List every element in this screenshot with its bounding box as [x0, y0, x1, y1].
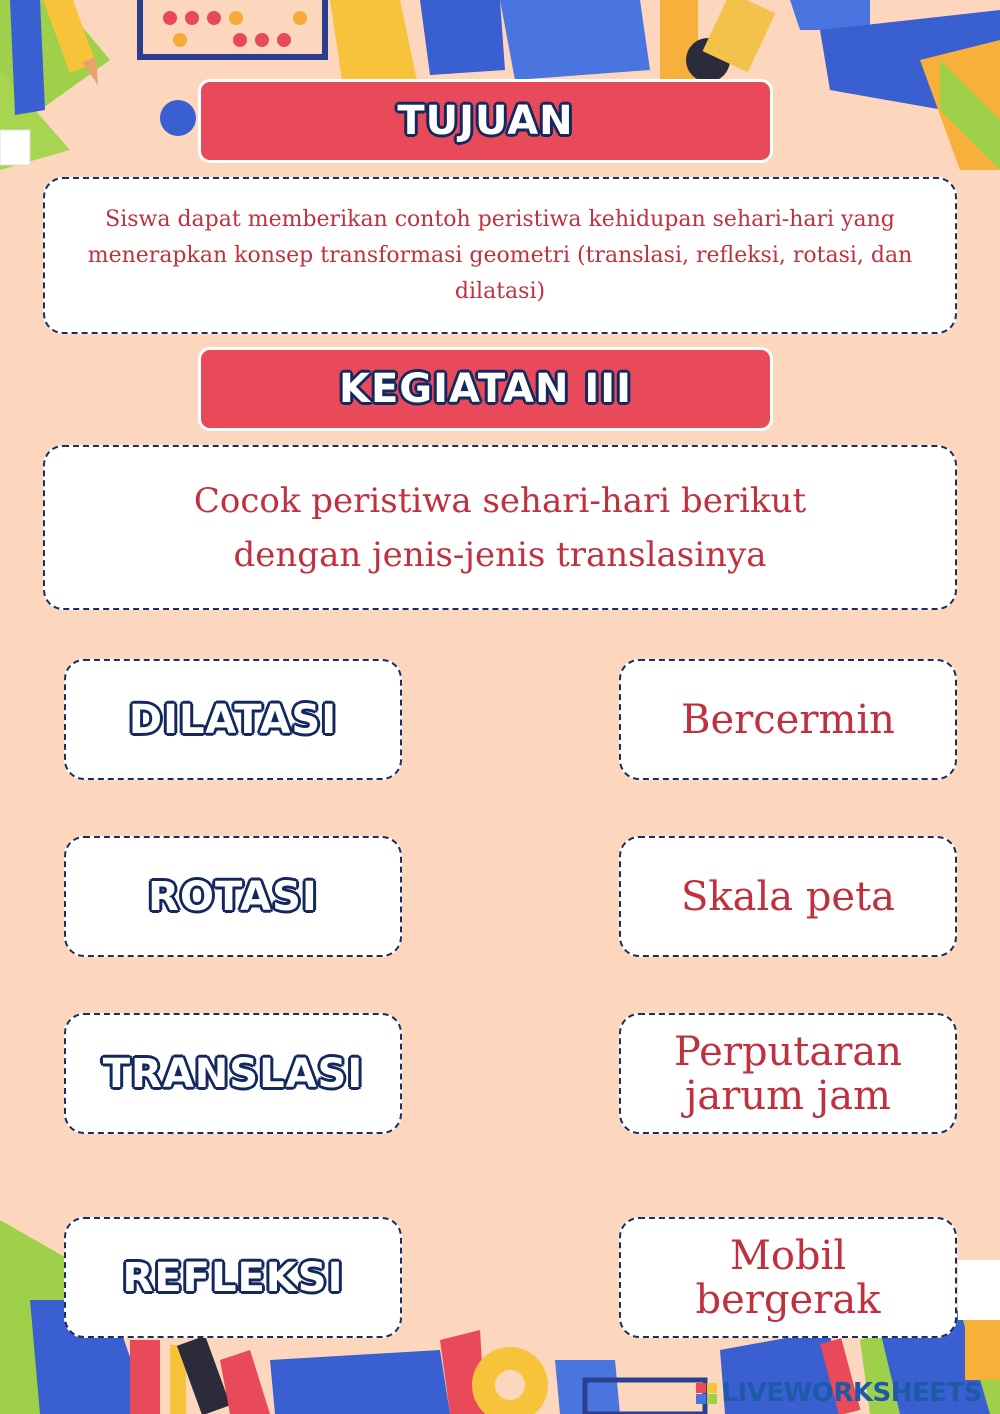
term-rotasi[interactable]	[64, 836, 402, 957]
example-label: Perputaran jarum jam	[674, 1028, 902, 1119]
kegiatan-banner	[198, 347, 773, 431]
instruction-box	[43, 445, 957, 610]
instruction-text: Cocok peristiwa sehari-hari berikut dengan jenis-jenis translasinya	[193, 480, 807, 575]
example-mobil-bergerak[interactable]	[619, 1217, 957, 1338]
term-refleksi[interactable]	[64, 1217, 402, 1338]
term-label: DILATASI	[128, 696, 338, 743]
term-translasi[interactable]	[64, 1013, 402, 1134]
example-perputaran-jarum-jam[interactable]	[619, 1013, 957, 1134]
term-label: ROTASI	[148, 873, 318, 920]
tujuan-title: TUJUAN	[397, 98, 574, 144]
term-dilatasi[interactable]	[64, 659, 402, 780]
liveworksheets-watermark	[696, 1378, 982, 1408]
watermark-text: LIVEWORKSHEETS	[721, 1378, 982, 1408]
tujuan-text: Siswa dapat memberikan contoh peristiwa kehidupan sehari-hari yang menerapkan konsep transformasi geometri (translasi, refleksi, rotasi, dan dilatasi)	[87, 206, 913, 304]
example-label: Mobil bergerak	[695, 1232, 881, 1323]
term-label: REFLEKSI	[122, 1254, 344, 1301]
example-label: Bercermin	[681, 696, 895, 743]
liveworksheets-logo-icon	[696, 1383, 717, 1404]
example-bercermin[interactable]	[619, 659, 957, 780]
example-skala-peta[interactable]	[619, 836, 957, 957]
example-label: Skala peta	[680, 873, 896, 920]
term-label: TRANSLASI	[102, 1050, 364, 1097]
tujuan-banner	[198, 79, 773, 163]
kegiatan-title: KEGIATAN III	[338, 366, 633, 412]
tujuan-text-box	[43, 177, 957, 334]
